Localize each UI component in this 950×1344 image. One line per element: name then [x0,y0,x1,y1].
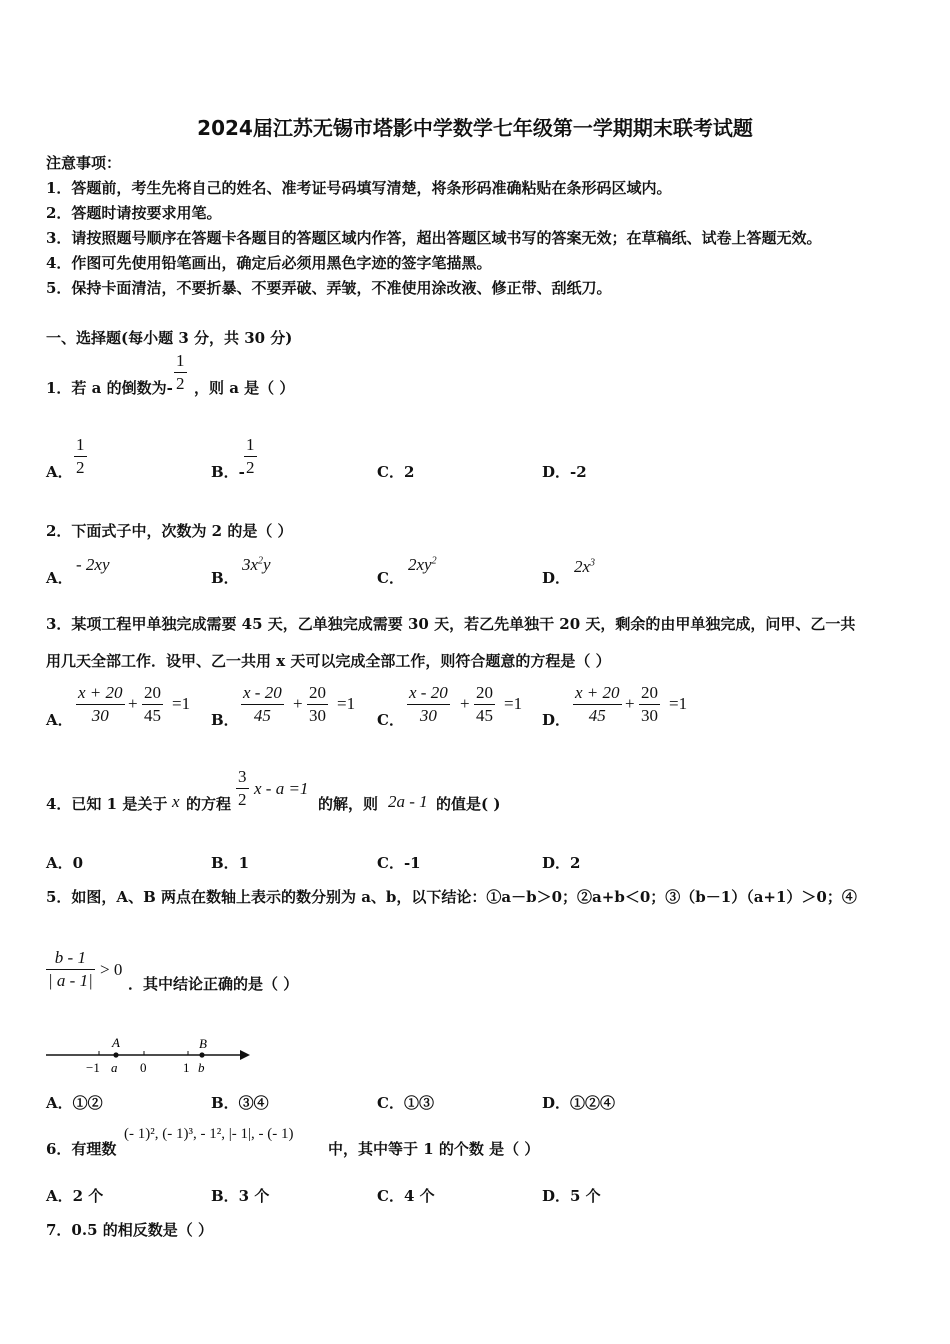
q3-option-b[interactable]: B． [211,711,239,729]
page-title: 2024届江苏无锡市塔影中学数学七年级第一学期期末联考试题 [197,116,753,140]
q4-expression: 2a - 1 [388,792,428,811]
q2-option-c[interactable]: C． [377,569,404,587]
question-1-stem: 1．若 a 的倒数为- [46,379,173,397]
q3-option-d[interactable]: D． [542,711,571,729]
point-b [199,1052,204,1057]
plus-sign: + [460,694,470,713]
q1-option-b-fraction: $\frac{1}{2}$ [246,435,255,477]
q5-fraction: $\frac{b - 1}{| a - 1|}$ [48,948,93,990]
q1-option-b[interactable]: B．- [211,463,245,481]
q2-option-d[interactable]: D． [542,569,571,587]
q5-option-c[interactable]: C．①③ [377,1094,434,1112]
point-a [113,1052,118,1057]
equals-one: =1 [669,694,688,713]
q1-option-c[interactable]: C．2 [377,463,415,481]
q2-option-c-expr: $2xy^2$ [408,555,437,574]
question-4-stem-b: 的方程 [186,795,232,813]
q5-option-a[interactable]: A．①② [46,1094,103,1112]
q4-var-x: x [172,792,180,811]
question-4-stem-d: 的值是( ) [436,795,501,813]
axis-arrow-icon [240,1050,250,1060]
question-2-stem: 2．下面式子中，次数为 2 的是（ ） [46,522,293,540]
q6-expression: (- 1)², (- 1)³, - 1², |- 1|, - (- 1) [124,1126,294,1142]
notice-item: 2．答题时请按要求用笔。 [46,204,222,222]
q4-option-c[interactable]: C．-1 [377,854,421,872]
q4-equation: x - a =1 [254,779,309,798]
label-B: B [199,1036,207,1051]
q3-option-d-frac1: $\frac{x + 20}{45}$ [575,683,620,725]
q2-option-b[interactable]: B． [211,569,239,587]
question-3-stem-line1: 3．某项工程甲单独完成需要 45 天，乙单独完成需要 30 天，若乙先单独干 20 天，剩余的由甲单独完成，问甲、乙一共 [46,615,856,633]
q2-option-d-expr: $2x^3$ [574,557,596,576]
question-6-stem-b: 中，其中等于 1 的个数 是（ ） [328,1140,540,1158]
q3-option-a[interactable]: A． [46,711,73,729]
q6-option-c[interactable]: C．4 个 [377,1187,435,1205]
q6-option-d[interactable]: D．5 个 [542,1187,601,1205]
question-5-stem-line2: ．其中结论正确的是（ ） [128,975,299,993]
tick-label-minus-one: −1 [86,1060,100,1075]
question-5-stem-line1: 5．如图，A、B 两点在数轴上表示的数分别为 a、b，以下结论：①a－b＞0；②a+b＜0；③（b－1）（a+1）＞0；④ [46,888,857,906]
q4-option-a[interactable]: A．0 [46,854,84,872]
q3-option-c-frac2: $\frac{20}{45}$ [476,683,493,725]
q1-option-d[interactable]: D．-2 [542,463,587,481]
notice-heading: 注意事项： [46,154,122,172]
section-heading: 一、选择题(每小题 3 分，共 30 分) [46,329,293,347]
q5-option-b[interactable]: B．③④ [211,1094,269,1112]
number-line [44,1034,254,1078]
q1-option-a-fraction: $\frac{1}{2}$ [76,435,85,477]
notice-item: 1．答题前，考生先将自己的姓名、准考证号码填写清楚，将条形码准确粘贴在条形码区域内。 [46,179,672,197]
q6-option-a[interactable]: A．2 个 [46,1187,104,1205]
tick-label-one: 1 [183,1060,190,1075]
q1-option-a[interactable]: A． [46,463,73,481]
plus-sign: + [625,694,635,713]
label-A: A [112,1035,120,1050]
notice-item: 3．请按照题号顺序在答题卡各题目的答题区域内作答，超出答题区域书写的答案无效；在草稿纸、试卷上答题无效。 [46,229,822,247]
plus-sign: + [128,694,138,713]
question-4-stem-a: 4．已知 1 是关于 [46,795,168,813]
q5-greater-than-zero: > 0 [100,960,123,979]
question-3-stem-line2: 用几天全部工作．设甲、乙一共用 x 天可以完成全部工作，则符合题意的方程是（ ） [46,652,611,670]
q3-option-b-frac1: $\frac{x - 20}{45}$ [243,683,282,725]
q3-option-a-frac2: $\frac{20}{45}$ [144,683,161,725]
question-1-stem-tail: ，则 a 是（ ） [194,379,295,397]
q5-option-d[interactable]: D．①②④ [542,1094,616,1112]
label-b: b [198,1060,205,1075]
notice-item: 5．保持卡面清洁，不要折暴、不要弄破、弄皱，不准使用涂改液、修正带、刮纸刀。 [46,279,612,297]
notice-item: 4．作图可先使用铅笔画出，确定后必须用黑色字迹的签字笔描黑。 [46,254,492,272]
question-7-stem: 7．0.5 的相反数是（ ） [46,1221,213,1239]
q2-option-b-expr: $3x^2y$ [242,555,271,574]
q2-option-a[interactable]: A． [46,569,73,587]
plus-sign: + [293,694,303,713]
q6-option-b[interactable]: B．3 个 [211,1187,270,1205]
equals-one: =1 [172,694,191,713]
q4-option-d[interactable]: D．2 [542,854,581,872]
equals-one: =1 [504,694,523,713]
q4-option-b[interactable]: B．1 [211,854,250,872]
question-4-stem-c: 的解，则 [318,795,379,813]
q2-option-a-expr: - 2xy [76,555,110,574]
q3-option-c[interactable]: C． [377,711,404,729]
question-6-stem-a: 6．有理数 [46,1140,117,1158]
q3-option-d-frac2: $\frac{20}{30}$ [641,683,658,725]
q3-option-c-frac1: $\frac{x - 20}{30}$ [409,683,448,725]
q4-fraction: $\frac{3}{2}$ [238,767,247,809]
label-a: a [111,1060,118,1075]
q3-option-a-frac1: $\frac{x + 20}{30}$ [78,683,123,725]
q3-option-b-frac2: $\frac{20}{30}$ [309,683,326,725]
q1-fraction: $\frac{1}{2}$ [176,351,185,393]
equals-one: =1 [337,694,356,713]
tick-label-zero: 0 [140,1060,147,1075]
